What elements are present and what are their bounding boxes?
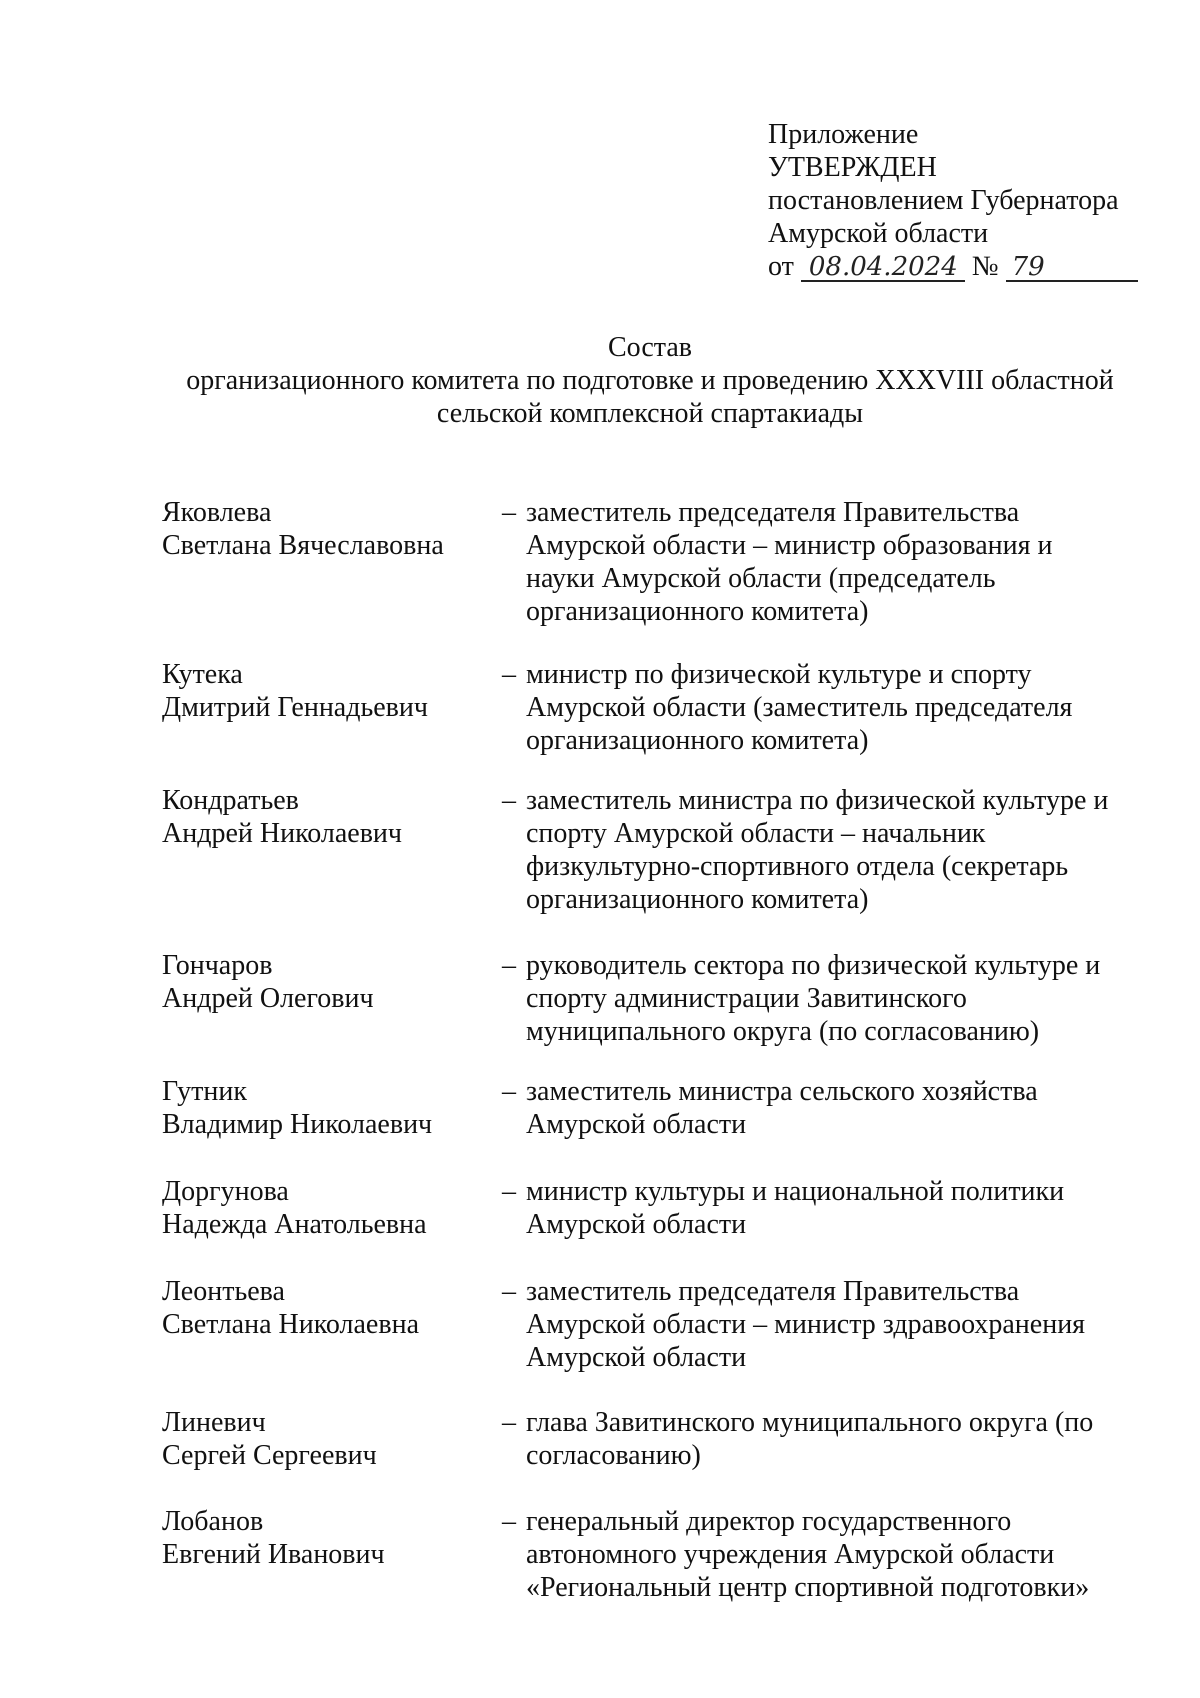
role-line: Амурской области – министр образования и xyxy=(526,530,1053,561)
member-name xyxy=(162,949,374,1015)
member-role xyxy=(526,1075,1146,1141)
member-name xyxy=(162,784,402,850)
handwritten-date: 08.04.2024 xyxy=(801,254,965,282)
role-line: Амурской области – министр здравоохранения xyxy=(526,1309,1086,1340)
member-role xyxy=(526,1175,1146,1241)
role-line: заместитель председателя Правительства xyxy=(526,1276,1020,1307)
member-given-names: Светлана Николаевна xyxy=(162,1309,419,1340)
role-line: министр по физической культуре и спорту xyxy=(526,659,1032,690)
document-title xyxy=(0,331,1200,430)
member-given-names: Андрей Олегович xyxy=(162,983,374,1014)
member-given-names: Сергей Сергеевич xyxy=(162,1440,377,1471)
handwritten-number: 79 xyxy=(1006,254,1138,282)
member-given-names: Евгений Иванович xyxy=(162,1539,385,1570)
member-given-names: Надежда Анатольевна xyxy=(162,1209,427,1240)
role-line: заместитель министра по физической культуре и xyxy=(526,785,1109,816)
member-given-names: Светлана Вячеславовна xyxy=(162,530,444,561)
role-line: науки Амурской области (председатель xyxy=(526,563,996,594)
role-line: «Региональный центр спортивной подготовки» xyxy=(526,1572,1090,1603)
role-line: организационного комитета) xyxy=(526,725,869,756)
role-line: Амурской области xyxy=(526,1109,747,1140)
date-number-line xyxy=(768,250,1138,283)
region-label: Амурской области xyxy=(768,218,989,249)
approved-label: УТВЕРЖДЕН xyxy=(768,152,937,183)
role-line: генеральный директор государственного xyxy=(526,1506,1012,1537)
dash-separator: – xyxy=(502,950,516,981)
role-line: заместитель министра сельского хозяйства xyxy=(526,1076,1038,1107)
decree-label: постановлением Губернатора xyxy=(768,185,1119,216)
role-line: руководитель сектора по физической культуре и xyxy=(526,950,1101,981)
member-name xyxy=(162,1275,419,1341)
dash-separator: – xyxy=(502,1276,516,1307)
dash-separator: – xyxy=(502,1407,516,1438)
title-line-1: Состав xyxy=(607,332,693,363)
role-line: спорту администрации Завитинского xyxy=(526,983,967,1014)
dash-separator: – xyxy=(502,1506,516,1537)
appendix-label: Приложение xyxy=(768,119,919,150)
member-role xyxy=(526,496,1146,628)
role-line: физкультурно-спортивного отдела (секретарь xyxy=(526,851,1069,882)
member-surname: Линевич xyxy=(162,1407,266,1438)
date-prefix: от xyxy=(768,251,794,282)
role-line: Амурской области xyxy=(526,1209,747,1240)
member-role xyxy=(526,949,1146,1048)
approval-stamp-block xyxy=(768,118,1138,283)
member-name xyxy=(162,1075,432,1141)
member-role xyxy=(526,1505,1146,1604)
role-line: автономного учреждения Амурской области xyxy=(526,1539,1055,1570)
member-role xyxy=(526,1275,1146,1374)
role-line: глава Завитинского муниципального округа (по xyxy=(526,1407,1094,1438)
member-name xyxy=(162,658,428,724)
member-surname: Яковлева xyxy=(162,497,272,528)
member-role xyxy=(526,784,1146,916)
member-given-names: Владимир Николаевич xyxy=(162,1109,433,1140)
role-line: спорту Амурской области – начальник xyxy=(526,818,986,849)
dash-separator: – xyxy=(502,785,516,816)
member-surname: Кондратьев xyxy=(162,785,299,816)
member-surname: Кутека xyxy=(162,659,243,690)
role-line: организационного комитета) xyxy=(526,884,869,915)
role-line: организационного комитета) xyxy=(526,596,869,627)
member-given-names: Дмитрий Геннадьевич xyxy=(162,692,428,723)
member-surname: Лобанов xyxy=(162,1506,264,1537)
title-line-2: организационного комитета по подготовке и проведению XXXVIII областной xyxy=(186,365,1114,396)
dash-separator: – xyxy=(502,1076,516,1107)
dash-separator: – xyxy=(502,497,516,528)
member-name xyxy=(162,1406,377,1472)
number-prefix: № xyxy=(971,251,999,282)
member-role xyxy=(526,1406,1146,1472)
member-surname: Доргунова xyxy=(162,1176,289,1207)
member-name xyxy=(162,496,444,562)
member-given-names: Андрей Николаевич xyxy=(162,818,402,849)
title-line-3: сельской комплексной спартакиады xyxy=(436,398,864,429)
role-line: муниципального округа (по согласованию) xyxy=(526,1016,1040,1047)
member-surname: Гончаров xyxy=(162,950,273,981)
member-name xyxy=(162,1505,385,1571)
role-line: Амурской области xyxy=(526,1342,747,1373)
role-line: Амурской области (заместитель председателя xyxy=(526,692,1073,723)
member-surname: Леонтьева xyxy=(162,1276,285,1307)
member-name xyxy=(162,1175,427,1241)
role-line: согласованию) xyxy=(526,1440,701,1471)
role-line: заместитель председателя Правительства xyxy=(526,497,1020,528)
member-surname: Гутник xyxy=(162,1076,247,1107)
dash-separator: – xyxy=(502,659,516,690)
member-role xyxy=(526,658,1146,757)
role-line: министр культуры и национальной политики xyxy=(526,1176,1065,1207)
dash-separator: – xyxy=(502,1176,516,1207)
